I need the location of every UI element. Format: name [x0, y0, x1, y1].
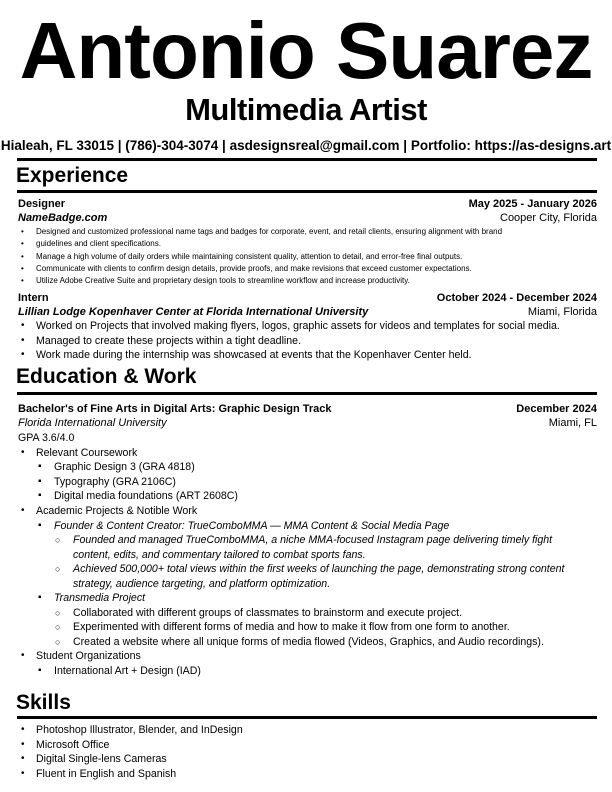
header-divider — [17, 158, 597, 161]
job-2-bullets — [18, 319, 597, 363]
job-2-dates: October 2024 - December 2024 — [436, 292, 597, 304]
job-1-role: Designer — [18, 198, 66, 210]
skills-divider — [17, 716, 597, 719]
experience-heading: Experience — [16, 164, 129, 187]
job-1-bullet: • Manage a high volume of daily orders while maintaining consistent quality, attention to detail, and error-free final outputs. — [18, 251, 597, 263]
skill-item: • Fluent in English and Spanish — [18, 767, 597, 782]
project-1-line: Founded and managed TrueComboMMA, a niche MMA-focused Instagram page delivering timely fight — [73, 534, 553, 546]
job-2-location: Miami, Florida — [527, 306, 597, 318]
bullet-marker: ○ — [55, 637, 61, 647]
bullet-marker: ▪ — [38, 476, 42, 487]
job-2-org: Lillian Lodge Kopenhaver Center at Florida International University — [18, 306, 369, 318]
bullet-marker: • — [21, 650, 25, 661]
project-1-title: Founder & Content Creator: TrueComboMMA — MMA Content & Social Media Page — [54, 520, 450, 532]
project-1-line: Achieved 500,000+ total views within the first weeks of launching the page, demonstrating strong content — [73, 563, 565, 575]
school-location: Miami, FL — [548, 417, 597, 429]
bullet-marker: • — [21, 505, 25, 516]
degree-name: Bachelor's of Fine Arts in Digital Arts: Graphic Design Track — [18, 403, 332, 415]
job-1-bullet: • Designed and customized professional name tags and badges for corporate, event, and retail clients, ensuring alignment with brand — [18, 226, 597, 238]
skill-item: • Photoshop Illustrator, Blender, and InDesign — [18, 723, 597, 738]
experience-divider — [17, 190, 597, 193]
skills-heading: Skills — [16, 691, 71, 714]
school-name: Florida International University — [18, 417, 167, 429]
job-1-bullet: • guidelines and client specifications. — [18, 238, 597, 250]
project-2-line: Created a website where all unique forms of media flowed (Videos, Graphics, and Audio recordings). — [73, 636, 544, 648]
job-1-bullet: • Communicate with clients to confirm design details, provide proofs, and make revisions that exceed customer expectations. — [18, 263, 597, 275]
skill-item: • Digital Single-lens Cameras — [18, 752, 597, 767]
education-heading: Education & Work — [16, 365, 197, 388]
job-1-bullet: • Utilize Adobe Creative Suite and proprietary design tools to streamline workflow and increase productivity. — [18, 275, 597, 287]
skill-item: • Microsoft Office — [18, 738, 597, 753]
skills-list — [18, 723, 597, 781]
job-1-location: Cooper City, Florida — [500, 212, 597, 224]
bullet-marker: ○ — [55, 608, 61, 618]
project-2-line: Experimented with different forms of media and how to make it flow from one form to another. — [73, 621, 510, 633]
job-1-bullets — [18, 226, 597, 287]
job-1-dates: May 2025 - January 2026 — [468, 198, 597, 210]
bullet-marker: ▪ — [38, 461, 42, 472]
course-item: Digital media foundations (ART 2608C) — [54, 490, 238, 502]
course-item: Typography (GRA 2106C) — [54, 476, 176, 488]
project-1-line: content, edits, and commentary tailored to combat sports fans. — [73, 549, 366, 561]
contact-line: Hialeah, FL 33015 | (786)-304-3074 | asdesignsreal@gmail.com | Portfolio: https://as-designs.art — [0, 138, 612, 153]
degree-date: December 2024 — [516, 403, 597, 415]
bullet-marker: ○ — [55, 535, 61, 545]
bullet-marker: ○ — [55, 564, 61, 574]
job-2-bullet: • Managed to create these projects within a tight deadline. — [18, 334, 597, 349]
project-2-line: Collaborated with different groups of classmates to brainstorm and execute project. — [73, 607, 463, 619]
bullet-marker: ▪ — [38, 520, 42, 531]
education-details — [18, 431, 598, 681]
projects-label: Academic Projects & Notible Work — [36, 505, 198, 517]
bullet-marker: ▪ — [38, 490, 42, 501]
course-item: Graphic Design 3 (GRA 4818) — [54, 461, 195, 473]
bullet-marker: ○ — [55, 622, 61, 632]
bullet-marker: • — [21, 447, 25, 458]
project-2-title: Transmedia Project — [54, 592, 146, 604]
candidate-title: Multimedia Artist — [185, 92, 427, 127]
job-2-bullet: • Worked on Projects that involved making flyers, logos, graphic assets for videos and templates for social media. — [18, 319, 597, 334]
project-1-line: strategy, audience targeting, and platform optimization. — [73, 578, 331, 590]
candidate-name: Antonio Suarez — [19, 6, 593, 95]
bullet-marker: ▪ — [38, 665, 42, 676]
education-divider — [17, 392, 597, 395]
gpa: GPA 3.6/4.0 — [18, 432, 75, 444]
coursework-label: Relevant Coursework — [36, 447, 138, 459]
org-item: International Art + Design (IAD) — [54, 665, 201, 677]
job-2-bullet: • Work made during the internship was showcased at events that the Kopenhaver Center held. — [18, 348, 597, 363]
job-1-org: NameBadge.com — [18, 212, 108, 224]
job-2-role: Intern — [18, 292, 49, 304]
orgs-label: Student Organizations — [36, 650, 141, 662]
bullet-marker: ▪ — [38, 592, 42, 603]
